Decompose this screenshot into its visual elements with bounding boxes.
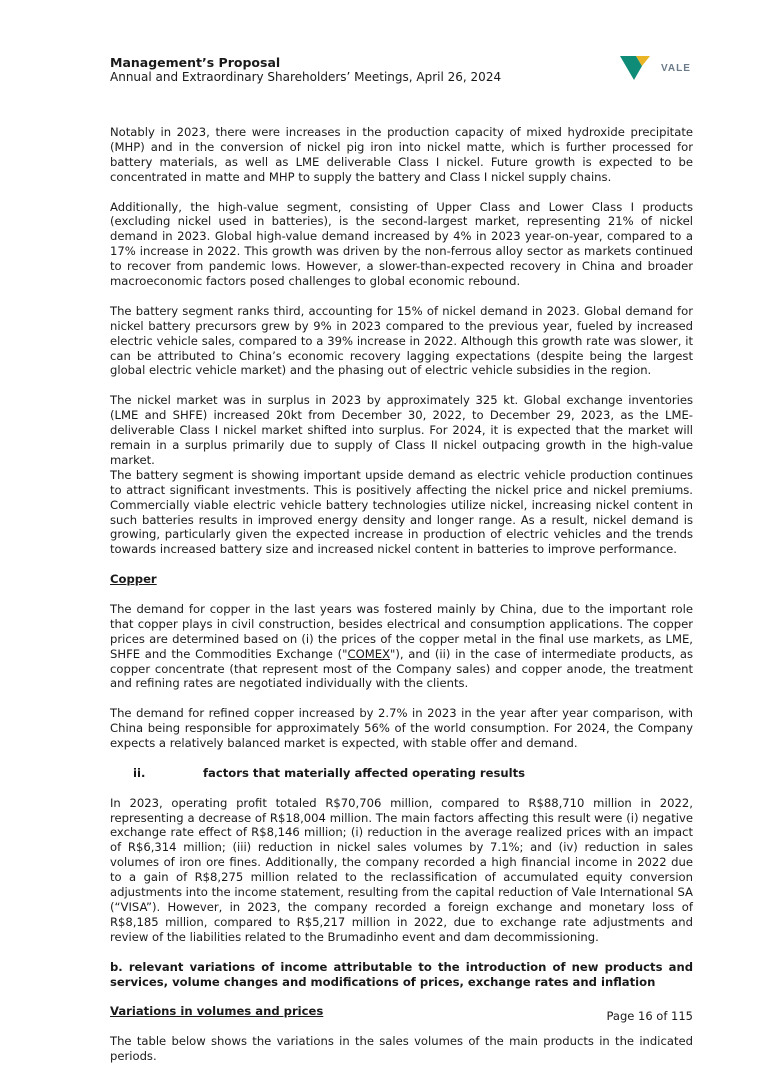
section-heading-variations: Variations in volumes and prices: [110, 1004, 324, 1019]
paragraph: Additionally, the high-value segment, consisting of Upper Class and Lower Class I products (excluding nickel used in batteries), is the second-largest market, representing 21% of nickel demand in 2023. Global high-value demand increased by 4% in 2023 year-on-year, compared to a 17% increase in 2022. This growth was driven by the non-ferrous alloy sector as markets continued to recover from pandemic lows. However, a slower-than-expected recovery in China and broader macroeconomic factors posed challenges to global economic rebound.: [110, 199, 693, 289]
logo-text: VALE: [661, 63, 691, 74]
paragraph: [110, 602, 693, 691]
comex-term: COMEX: [347, 646, 391, 661]
document-header: [110, 55, 501, 85]
vale-logo: [620, 52, 690, 82]
paragraph-text: The demand for copper in the last years was fostered mainly by China, due to the important role that copper plays in civil construction, besides electrical and consumption applications. The copper prices are determined based on (i) the prices of the copper metal in the final use markets, as LME, SHFE and the Commodities Exchange (": [110, 601, 693, 661]
document-body: [110, 125, 693, 1079]
header-title: Management’s Proposal: [110, 55, 281, 70]
paragraph: The nickel market was in surplus in 2023 by approximately 325 kt. Global exchange inventories (LME and SHFE) increased 20kt from December 30, 2022, to December 29, 2023, as the LME-deliverable Class I nickel market shifted into surplus. For 2024, it is expected that the market will remain in a surplus primarily due to supply of Class II nickel outpacing growth in the high-value market.: [110, 393, 693, 467]
paragraph: The demand for refined copper increased by 2.7% in 2023 in the year after year comparison, with China being responsible for approximately 56% of the world consumption. For 2024, the Company expects a relatively balanced market is expected, with stable offer and demand.: [110, 706, 693, 751]
header-subtitle: Annual and Extraordinary Shareholders’ Meetings, April 26, 2024: [110, 70, 502, 84]
section-heading-b: b. relevant variations of income attributable to the introduction of new products and services, volume changes and modifications of prices, exchange rates and inflation: [110, 959, 693, 989]
subsection-title: factors that materially affected operating results: [203, 765, 526, 780]
paragraph: Notably in 2023, there were increases in the production capacity of mixed hydroxide precipitate (MHP) and in the conversion of nickel pig iron into nickel matte, which is further processed for battery materials, as well as LME deliverable Class I nickel. Future growth is expected to be concentrated in matte and MHP to supply the battery and Class I nickel supply chains.: [110, 125, 693, 184]
paragraph: The table below shows the variations in the sales volumes of the main products in the indicated periods.: [110, 1034, 693, 1064]
paragraph: The battery segment ranks third, accounting for 15% of nickel demand in 2023. Global demand for nickel battery precursors grew by 9% in 2023 compared to the previous year, fueled by increased electric vehicle sales, compared to a 39% increase in 2022. Although this growth rate was slower, it can be attributed to China’s economic recovery lagging expectations (despite being the largest global electric vehicle market) and the phasing out of electric vehicle subsidies in the region.: [110, 303, 693, 378]
section-heading-copper: Copper: [110, 572, 157, 587]
subsection-number: ii.: [133, 765, 146, 780]
paragraph: The battery segment is showing important upside demand as electric vehicle production continues to attract significant investments. This is positively affecting the nickel price and nickel premiums. Commercially viable electric vehicle battery technologies utilize nickel, increasing nickel content in such batteries results in improved energy density and longer range. As a result, nickel demand is growing, particularly given the expected increase in production of electric vehicles and the trends towards increased battery size and increased nickel content in batteries to improve performance.: [110, 467, 693, 557]
vale-logo-icon: [620, 52, 660, 82]
paragraph-text: "), and (ii) in the case of intermediate products, as copper concentrate (that represent most of the Company sales) and copper anode, the treatment and refining rates are negotiated individually with the clients.: [110, 646, 694, 691]
subsection-heading: [110, 766, 693, 781]
paragraph: In 2023, operating profit totaled R$70,706 million, compared to R$88,710 million in 2022, representing a decrease of R$18,004 million. The main factors affecting this result were (i) negative exchange rate effect of R$8,146 million; (i) reduction in the average realized prices with an impact of R$6,314 million; (iii) reduction in nickel sales volumes by 7.1%; and (iv) reduction in sales volumes of iron ore fines. Additionally, the company recorded a high financial income in 2022 due to a gain of R$8,275 million related to the reclassification of accumulated equity conversion adjustments into the income statement, resulting from the capital reduction of Vale International SA (“VISA”). However, in 2023, the company recorded a foreign exchange and monetary loss of R$8,185 million, compared to R$5,217 million in 2022, due to exchange rate adjustments and review of the liabilities related to the Brumadinho event and dam decommissioning.: [110, 795, 693, 944]
page-number: Page 16 of 115: [606, 1009, 693, 1023]
